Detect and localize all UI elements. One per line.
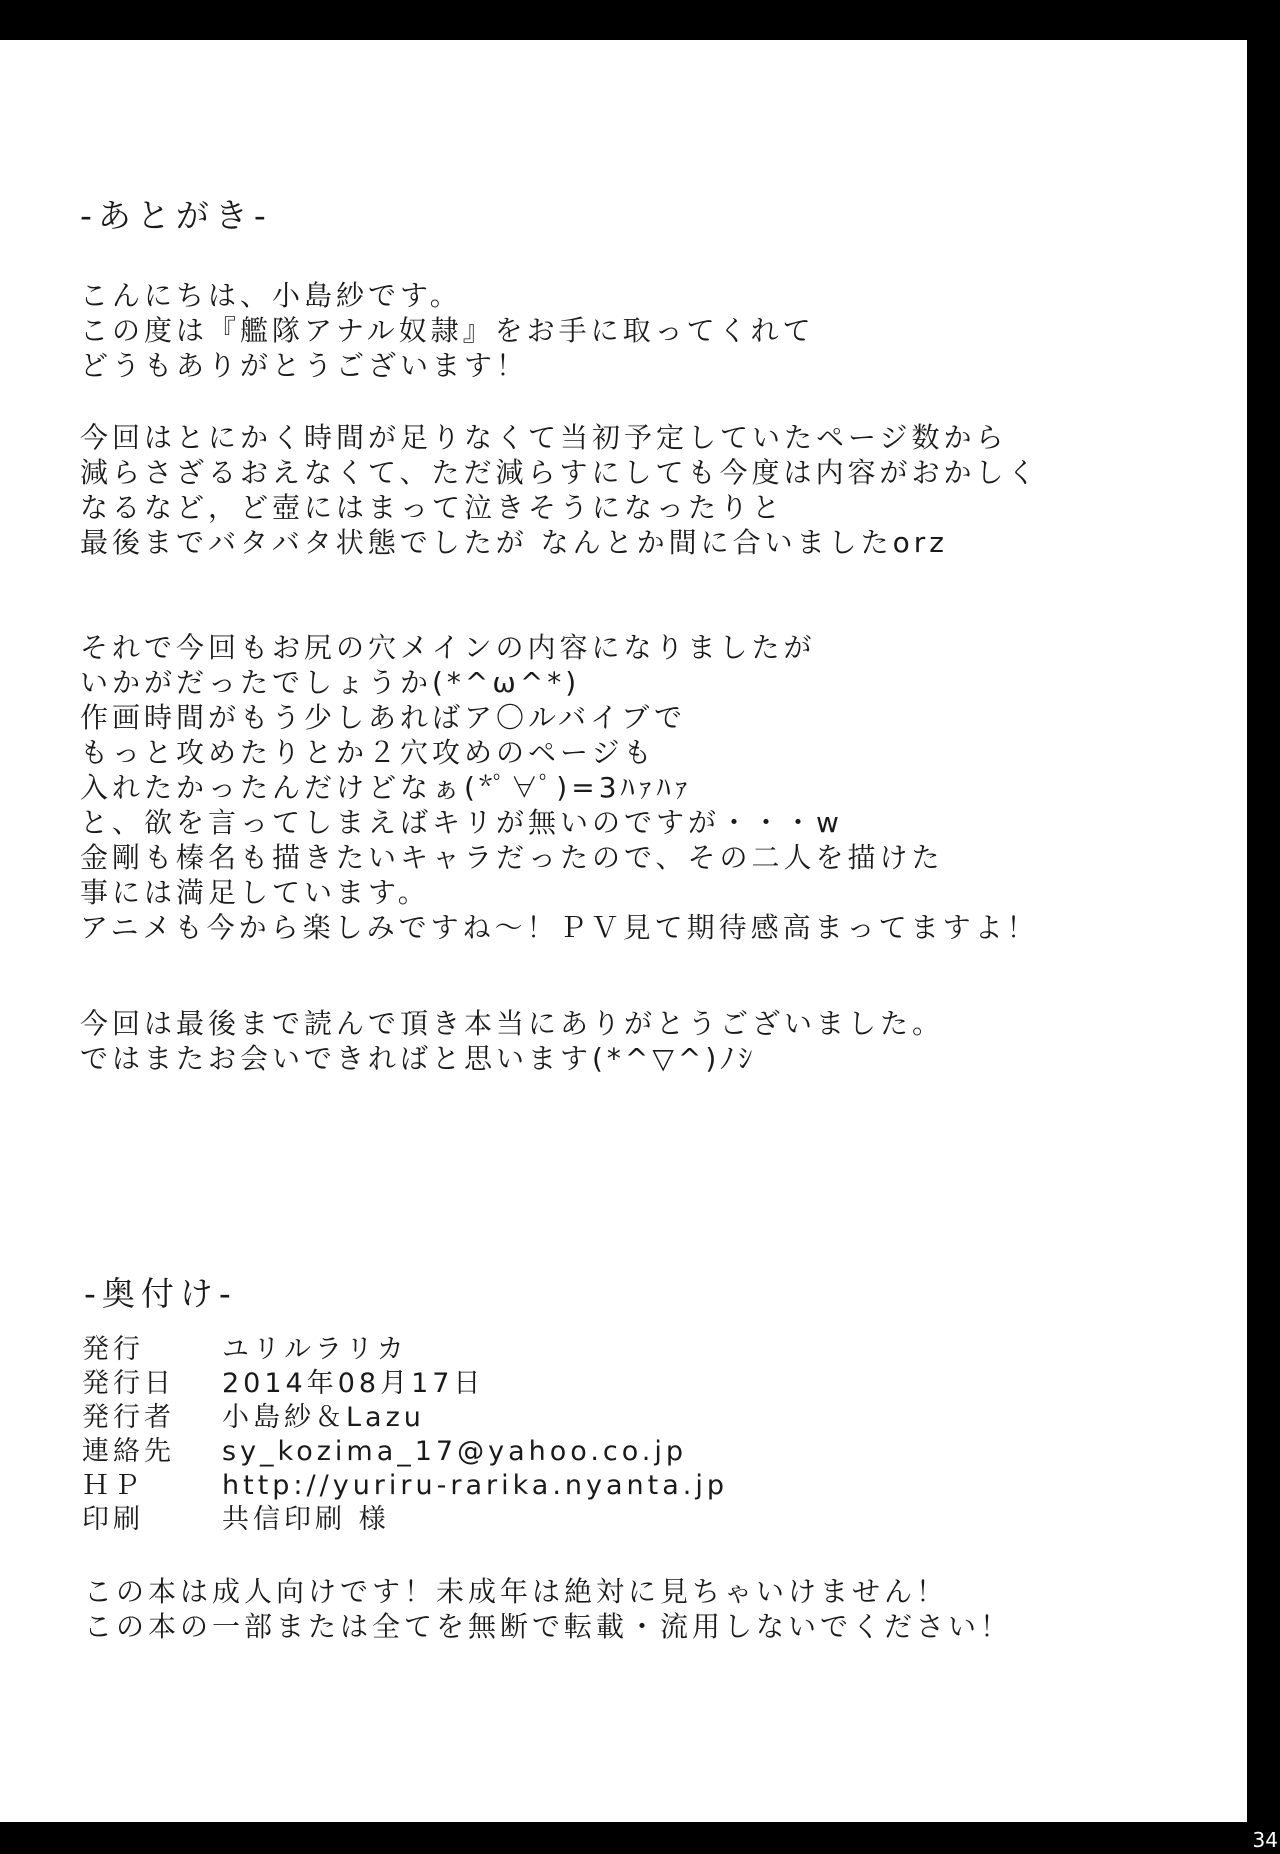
colophon-value: sy_kozima_17@yahoo.co.jp [222, 1436, 688, 1467]
afterword-paragraph-4 [80, 1006, 944, 1076]
text-line: どうもありがとうございます！ [80, 349, 529, 382]
colophon-row-homepage [82, 1469, 728, 1503]
text-line: こんにちは、小島紗です。 [80, 279, 462, 312]
colophon-key: 発行 [82, 1334, 144, 1365]
text-line: 減らさざるおえなくて、ただ減らすにしても今度は内容がおかしく [80, 456, 1040, 489]
text-line: アニメも今から楽しみですね～！ＰＶ見て期待感高まってますよ！ [80, 911, 1039, 944]
colophon-value: http://yuriru-rarika.nyanta.jp [222, 1470, 729, 1501]
page-number: 34 [1252, 1828, 1278, 1852]
text-line: この度は『艦隊アナル奴隷』をお手に取ってくれて [80, 314, 815, 347]
text-line: 入れたかったんだけどなぁ(*ﾟ∀ﾟ)=3ﾊｧﾊｧ [80, 771, 693, 804]
scan-border-top [0, 0, 1280, 40]
scan-border-right [1247, 0, 1280, 1854]
colophon-row-issuer [82, 1401, 728, 1435]
text-line: 事には満足しています。 [80, 876, 430, 909]
colophon-row-publisher [82, 1333, 728, 1367]
colophon-heading: -奥付け- [84, 1274, 237, 1313]
notice [84, 1574, 1012, 1644]
text-line: なるなど，ど壺にはまって泣きそうになったりと [80, 491, 785, 524]
text-line: 今回はとにかく時間が足りなくて当初予定していたページ数から [80, 421, 1008, 454]
text-line: ではまたお会いできればと思います(*^▽^)ﾉｼ [80, 1042, 757, 1075]
afterword-paragraph-3 [80, 630, 1039, 945]
colophon-key: 印刷 [82, 1504, 144, 1535]
text-line: 今回は最後まで読んで頂き本当にありがとうございました。 [80, 1007, 945, 1040]
afterword-paragraph-1 [80, 278, 815, 383]
colophon-value: ユリルラリカ [222, 1334, 408, 1365]
text-line: 作画時間がもう少しあればア〇ルバイブで [80, 701, 687, 734]
colophon-table [82, 1333, 728, 1537]
colophon-key: 発行日 [82, 1368, 175, 1399]
text-line: 金剛も榛名も描きたいキャラだったので、その二人を描けた [80, 841, 944, 874]
colophon-key: 連絡先 [82, 1436, 175, 1467]
colophon-key: 発行者 [82, 1402, 175, 1433]
text-line: それで今回もお尻の穴メインの内容になりましたが [80, 631, 816, 664]
text-line: いかがだったでしょうか(*^ω^*) [80, 666, 581, 699]
colophon-row-printer [82, 1503, 728, 1537]
colophon-row-date [82, 1367, 728, 1401]
colophon-row-contact [82, 1435, 728, 1469]
colophon-key: ＨＰ [82, 1470, 144, 1501]
text-line: と、欲を言ってしまえばキリが無いのですが・・・w [80, 806, 843, 839]
text-line: 最後までバタバタ状態でしたが なんとか間に合いましたorz [80, 526, 948, 559]
afterword-paragraph-2 [80, 420, 1039, 560]
scan-border-bottom [0, 1822, 1280, 1854]
colophon-value: 2014年08月17日 [222, 1368, 485, 1399]
colophon-value: 小島紗＆Lazu [222, 1402, 425, 1433]
text-line: もっと攻めたりとか２穴攻めのページも [80, 736, 656, 769]
colophon-value: 共信印刷 様 [222, 1504, 390, 1535]
notice-line: この本の一部または全てを無断で転載・流用しないでください！ [84, 1610, 1013, 1643]
afterword-heading: -あとがき- [80, 196, 272, 235]
notice-line: この本は成人向けです！未成年は絶対に見ちゃいけません！ [84, 1575, 949, 1608]
